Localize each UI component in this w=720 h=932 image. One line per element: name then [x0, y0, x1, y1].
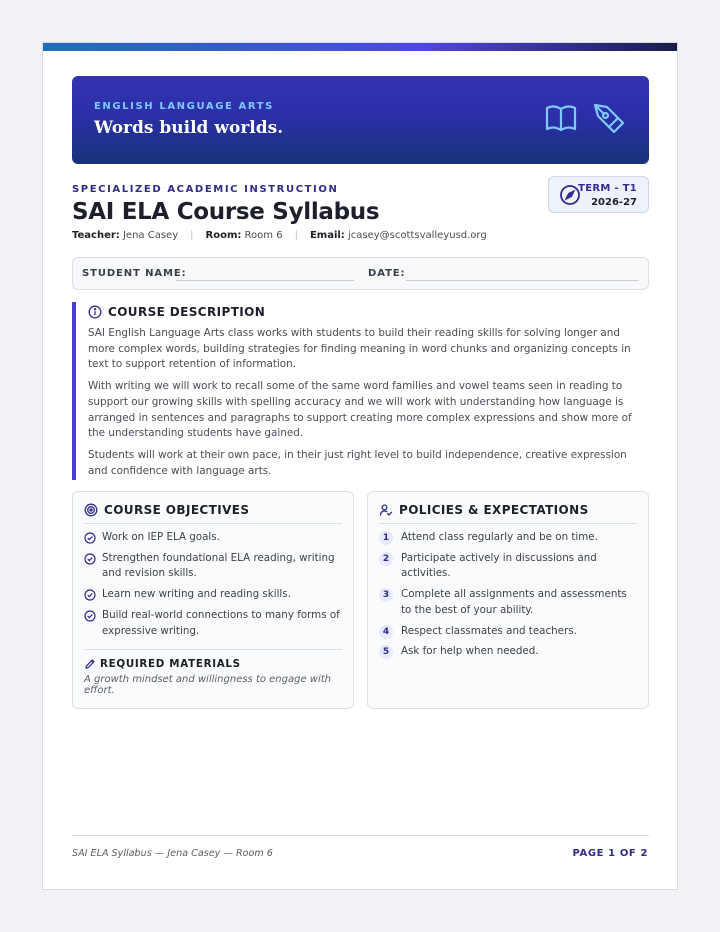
description-heading: [88, 305, 649, 319]
date-field[interactable]: [406, 280, 639, 281]
check-circle-icon: [84, 589, 96, 601]
policy-item: [379, 587, 637, 618]
student-name-field[interactable]: [176, 280, 354, 281]
objective-text: Work on IEP ELA goals.: [102, 531, 220, 543]
materials-heading: [84, 658, 342, 670]
pencil-icon: [84, 658, 96, 670]
policy-text: Attend class regularly and be on time.: [401, 531, 598, 543]
top-accent-bar: [43, 43, 677, 51]
materials-text: A growth mindset and willingness to engage with effort.: [84, 674, 332, 697]
email-label: Email:: [309, 230, 345, 241]
policy-number: 1: [379, 531, 393, 545]
objectives-card: [72, 491, 354, 709]
objective-item: [84, 608, 342, 639]
objectives-heading-text: COURSE OBJECTIVES: [104, 503, 250, 517]
check-circle-icon: [84, 553, 96, 565]
required-materials: [84, 649, 342, 696]
divider: [379, 523, 637, 524]
policy-text: Participate actively in discussions and activities.: [401, 551, 597, 580]
teacher-meta: [72, 230, 487, 241]
objective-item: [84, 530, 342, 546]
banner-title: Words build worlds.: [94, 118, 284, 138]
room-label: Room:: [205, 230, 242, 241]
policy-item: [379, 551, 637, 582]
footer-caption: SAI ELA Syllabus — Jena Casey — Room 6: [72, 848, 273, 859]
course-description: [72, 302, 649, 480]
teacher-label: Teacher:: [72, 230, 120, 241]
term-label: TERM - T1: [578, 183, 637, 194]
policies-card: [367, 491, 649, 709]
policy-item: [379, 624, 637, 640]
banner-kicker: ENGLISH LANGUAGE ARTS: [94, 101, 274, 112]
check-circle-icon: [84, 610, 96, 622]
description-paragraph: Students will work at their own pace, in their just right level to build independence, creative expression and confidence with language arts.: [88, 448, 627, 477]
meta-divider: |: [294, 230, 298, 241]
policy-number: 2: [379, 552, 393, 566]
description-paragraph: With writing we will work to recall some of the same word families and vowel teams seen in reading to support our growing skills with spelling accuracy and we will work with understanding how language is arranged in sentences and paragraphs to support creating more complex expressions and show more of the understanding students have gained.: [88, 380, 632, 440]
description-heading-text: COURSE DESCRIPTION: [108, 305, 266, 319]
policy-text: Ask for help when needed.: [401, 645, 539, 658]
footer-divider: [72, 835, 649, 836]
materials-heading-text: REQUIRED MATERIALS: [100, 658, 241, 671]
objective-text: Build real-world connections to many forms of expressive writing.: [102, 608, 340, 637]
objectives-heading: [84, 503, 342, 517]
policy-text: Respect classmates and teachers.: [401, 624, 577, 637]
user-check-icon: [379, 503, 393, 517]
policy-text: Complete all assignments and assessments to the best of your ability.: [401, 588, 627, 616]
room-value: Room 6: [244, 230, 283, 241]
objective-item: [84, 587, 342, 603]
meta-divider: |: [190, 230, 194, 241]
objective-text: Learn new writing and reading skills.: [102, 588, 291, 601]
email-value: jcasey@scottsvalleyusd.org: [348, 230, 487, 241]
description-paragraph: SAI English Language Arts class works with students to build their reading skills for solving longer and more complex words, building strategies for finding meaning in word chunks and organizing concepts in text to support retention of information.: [88, 327, 631, 371]
check-circle-icon: [84, 532, 96, 544]
policy-number: 4: [379, 625, 393, 639]
syllabus-page: [42, 42, 678, 890]
teacher-name: Jena Casey: [122, 230, 179, 241]
student-name-label: STUDENT NAME:: [82, 268, 187, 279]
policies-heading: [379, 503, 637, 517]
policy-number: 5: [379, 645, 393, 659]
section-kicker: SPECIALIZED ACADEMIC INSTRUCTION: [72, 184, 339, 195]
term-badge: [548, 176, 649, 213]
divider: [84, 523, 342, 524]
date-label: DATE:: [368, 268, 406, 279]
page-title: SAI ELA Course Syllabus: [72, 199, 380, 225]
book-icon: [543, 100, 579, 136]
term-year: 2026-27: [591, 197, 637, 208]
pen-nib-icon: [591, 100, 627, 136]
policy-item: [379, 530, 637, 546]
hero-banner: [72, 76, 649, 164]
target-icon: [84, 503, 98, 517]
objective-text: Strengthen foundational ELA reading, writing and revision skills.: [102, 551, 335, 580]
student-info-box: [72, 257, 649, 290]
objective-item: [84, 551, 342, 582]
policy-item: [379, 644, 637, 660]
page-number: PAGE 1 OF 2: [572, 848, 648, 859]
policy-number: 3: [379, 588, 393, 602]
policies-heading-text: POLICIES & EXPECTATIONS: [399, 503, 589, 517]
info-icon: [88, 305, 102, 319]
